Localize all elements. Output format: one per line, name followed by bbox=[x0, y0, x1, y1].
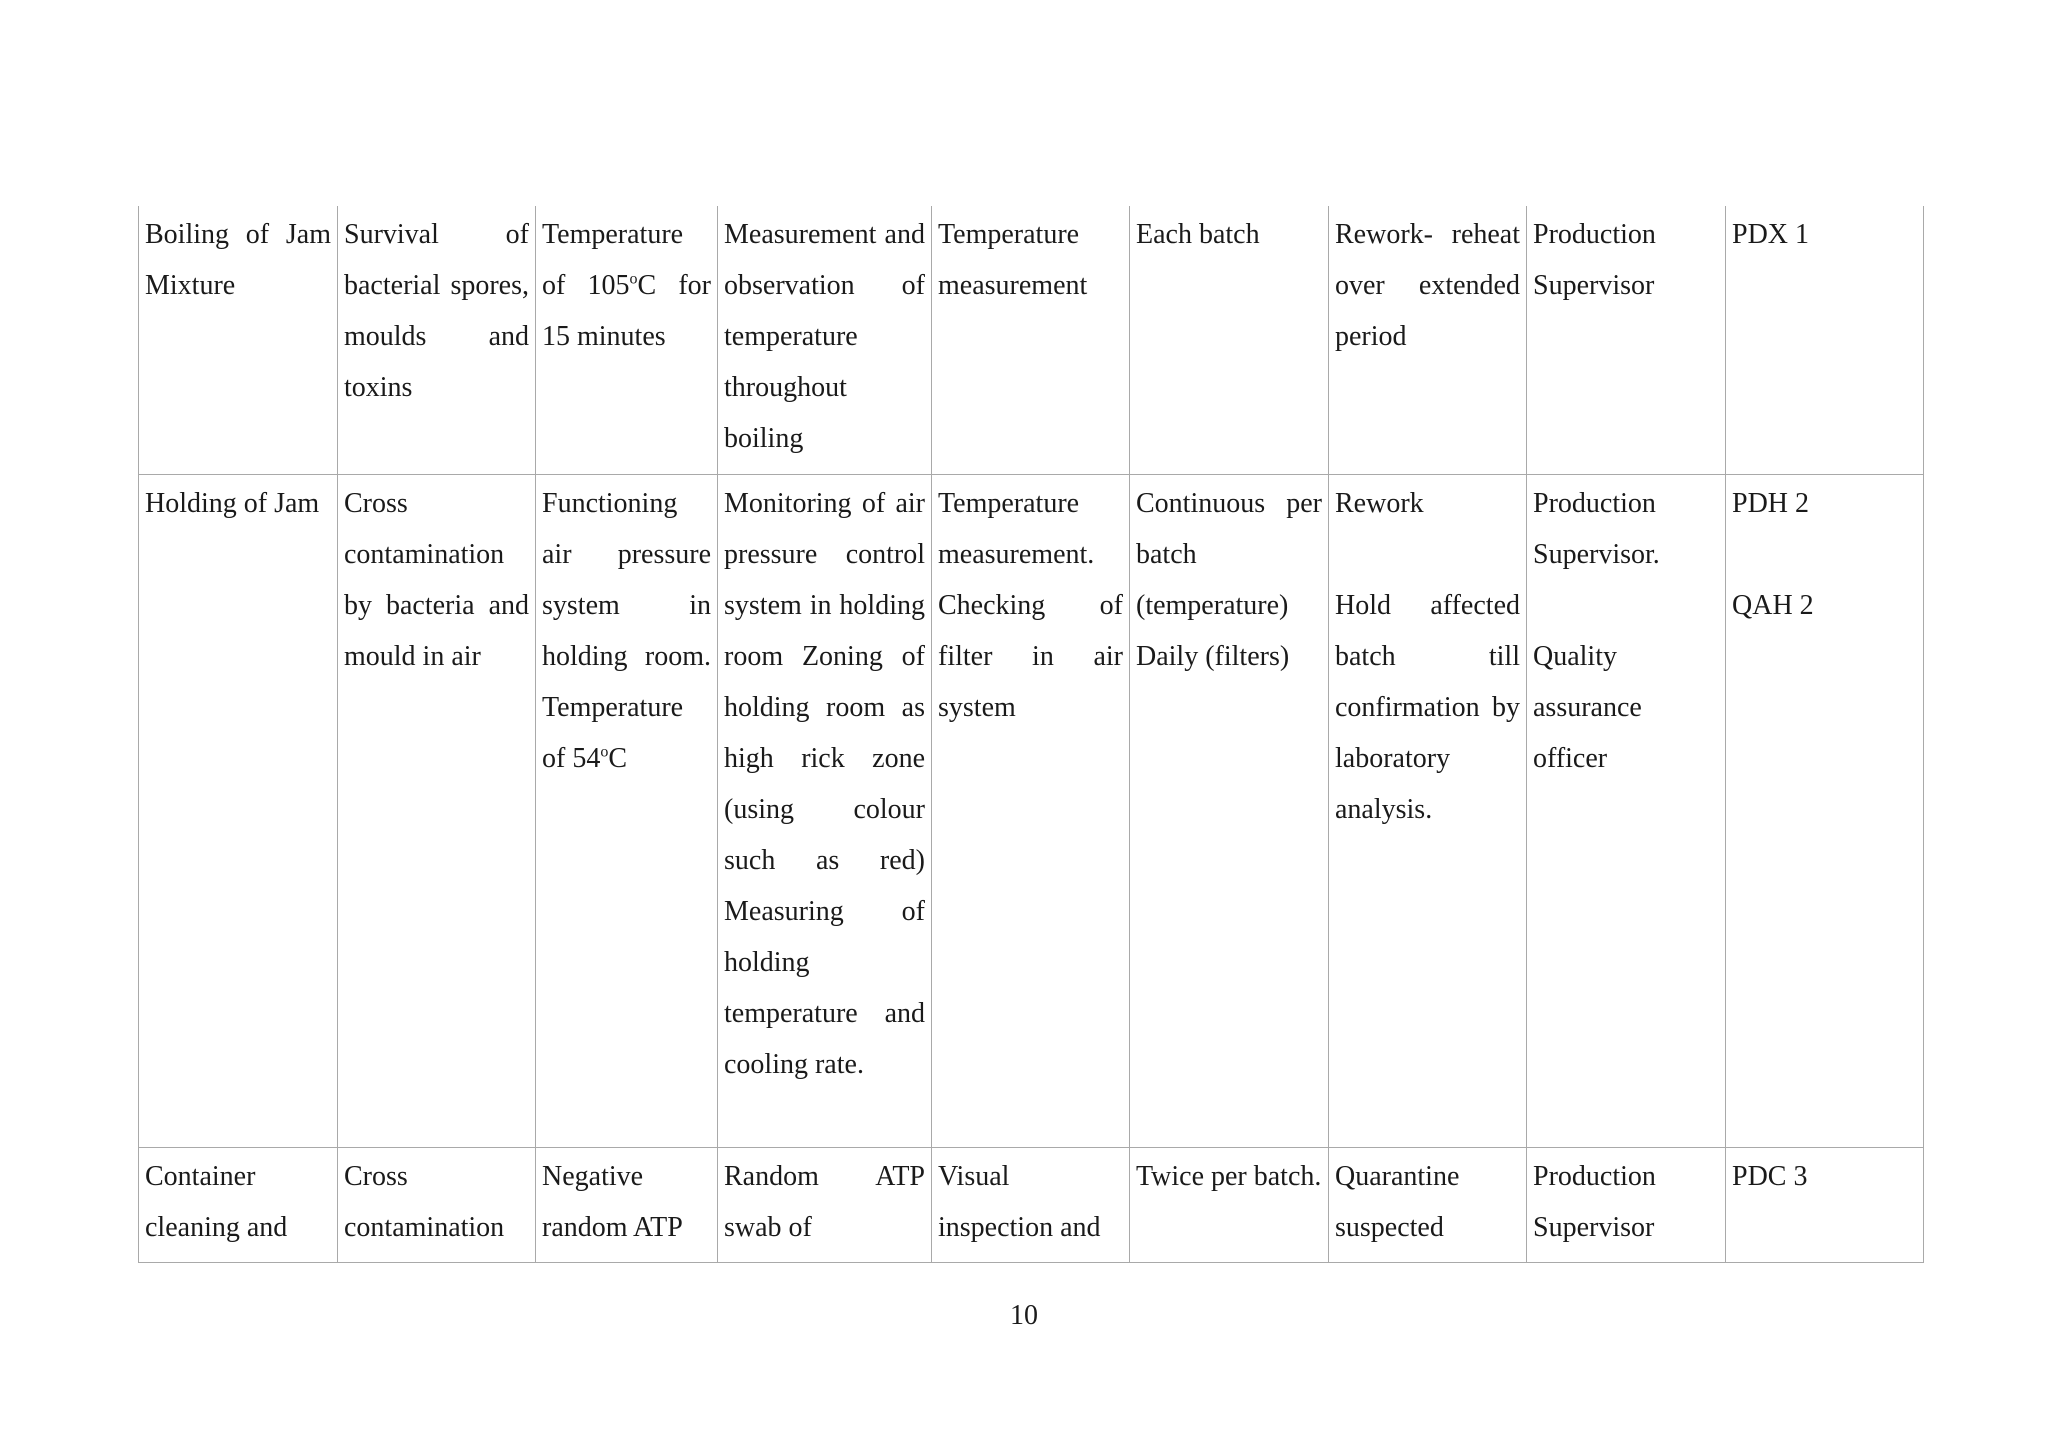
frequency-cell: Twice per batch. bbox=[1130, 1147, 1329, 1262]
process-step-cell: Boiling of Jam Mixture bbox=[139, 206, 338, 474]
critical-limit-cell: Temperature of 105$^o$C for 15 minutes bbox=[536, 206, 718, 474]
hazard-cell: Cross contamination by bacteria and mould in air bbox=[338, 474, 536, 1147]
verification-cell: Temperature measurement bbox=[932, 206, 1130, 474]
corrective-action-cell: Rework Hold affected batch till confirmation by laboratory analysis. bbox=[1329, 474, 1527, 1147]
process-step-cell: Container cleaning and bbox=[139, 1147, 338, 1262]
table-row bbox=[139, 1147, 1924, 1262]
hazard-cell: Survival of bacterial spores, moulds and toxins bbox=[338, 206, 536, 474]
responsibility-cell: Production Supervisor bbox=[1527, 206, 1726, 474]
monitoring-cell: Monitoring of air pressure control system in holding room Zoning of holding room as high rick zone (using colour such as red) Measuring of holding temperature and cooling rate. bbox=[718, 474, 932, 1147]
corrective-action-cell: Rework- reheat over extended period bbox=[1329, 206, 1527, 474]
hazard-cell: Cross contamination bbox=[338, 1147, 536, 1262]
table-row bbox=[139, 474, 1924, 1147]
frequency-cell: Each batch bbox=[1130, 206, 1329, 474]
responsibility-cell: Production Supervisor bbox=[1527, 1147, 1726, 1262]
frequency-cell: Continuous per batch (temperature) Daily (filters) bbox=[1130, 474, 1329, 1147]
process-step-cell: Holding of Jam bbox=[139, 474, 338, 1147]
table-row bbox=[139, 206, 1924, 474]
haccp-table bbox=[138, 206, 1924, 1263]
verification-cell: Temperature measurement. Checking of filter in air system bbox=[932, 474, 1130, 1147]
page-number: 10 bbox=[1010, 1300, 1038, 1331]
records-cell: PDH 2 QAH 2 bbox=[1726, 474, 1924, 1147]
responsibility-cell: Production Supervisor. Quality assurance officer bbox=[1527, 474, 1726, 1147]
records-cell: PDX 1 bbox=[1726, 206, 1924, 474]
monitoring-cell: Measurement and observation of temperature throughout boiling bbox=[718, 206, 932, 474]
critical-limit-cell: Functioning air pressure system in holding room. Temperature of 54$^o$C bbox=[536, 474, 718, 1147]
critical-limit-cell: Negative random ATP bbox=[536, 1147, 718, 1262]
corrective-action-cell: Quarantine suspected bbox=[1329, 1147, 1527, 1262]
verification-cell: Visual inspection and bbox=[932, 1147, 1130, 1262]
monitoring-cell: Random ATP swab of bbox=[718, 1147, 932, 1262]
records-cell: PDC 3 bbox=[1726, 1147, 1924, 1262]
